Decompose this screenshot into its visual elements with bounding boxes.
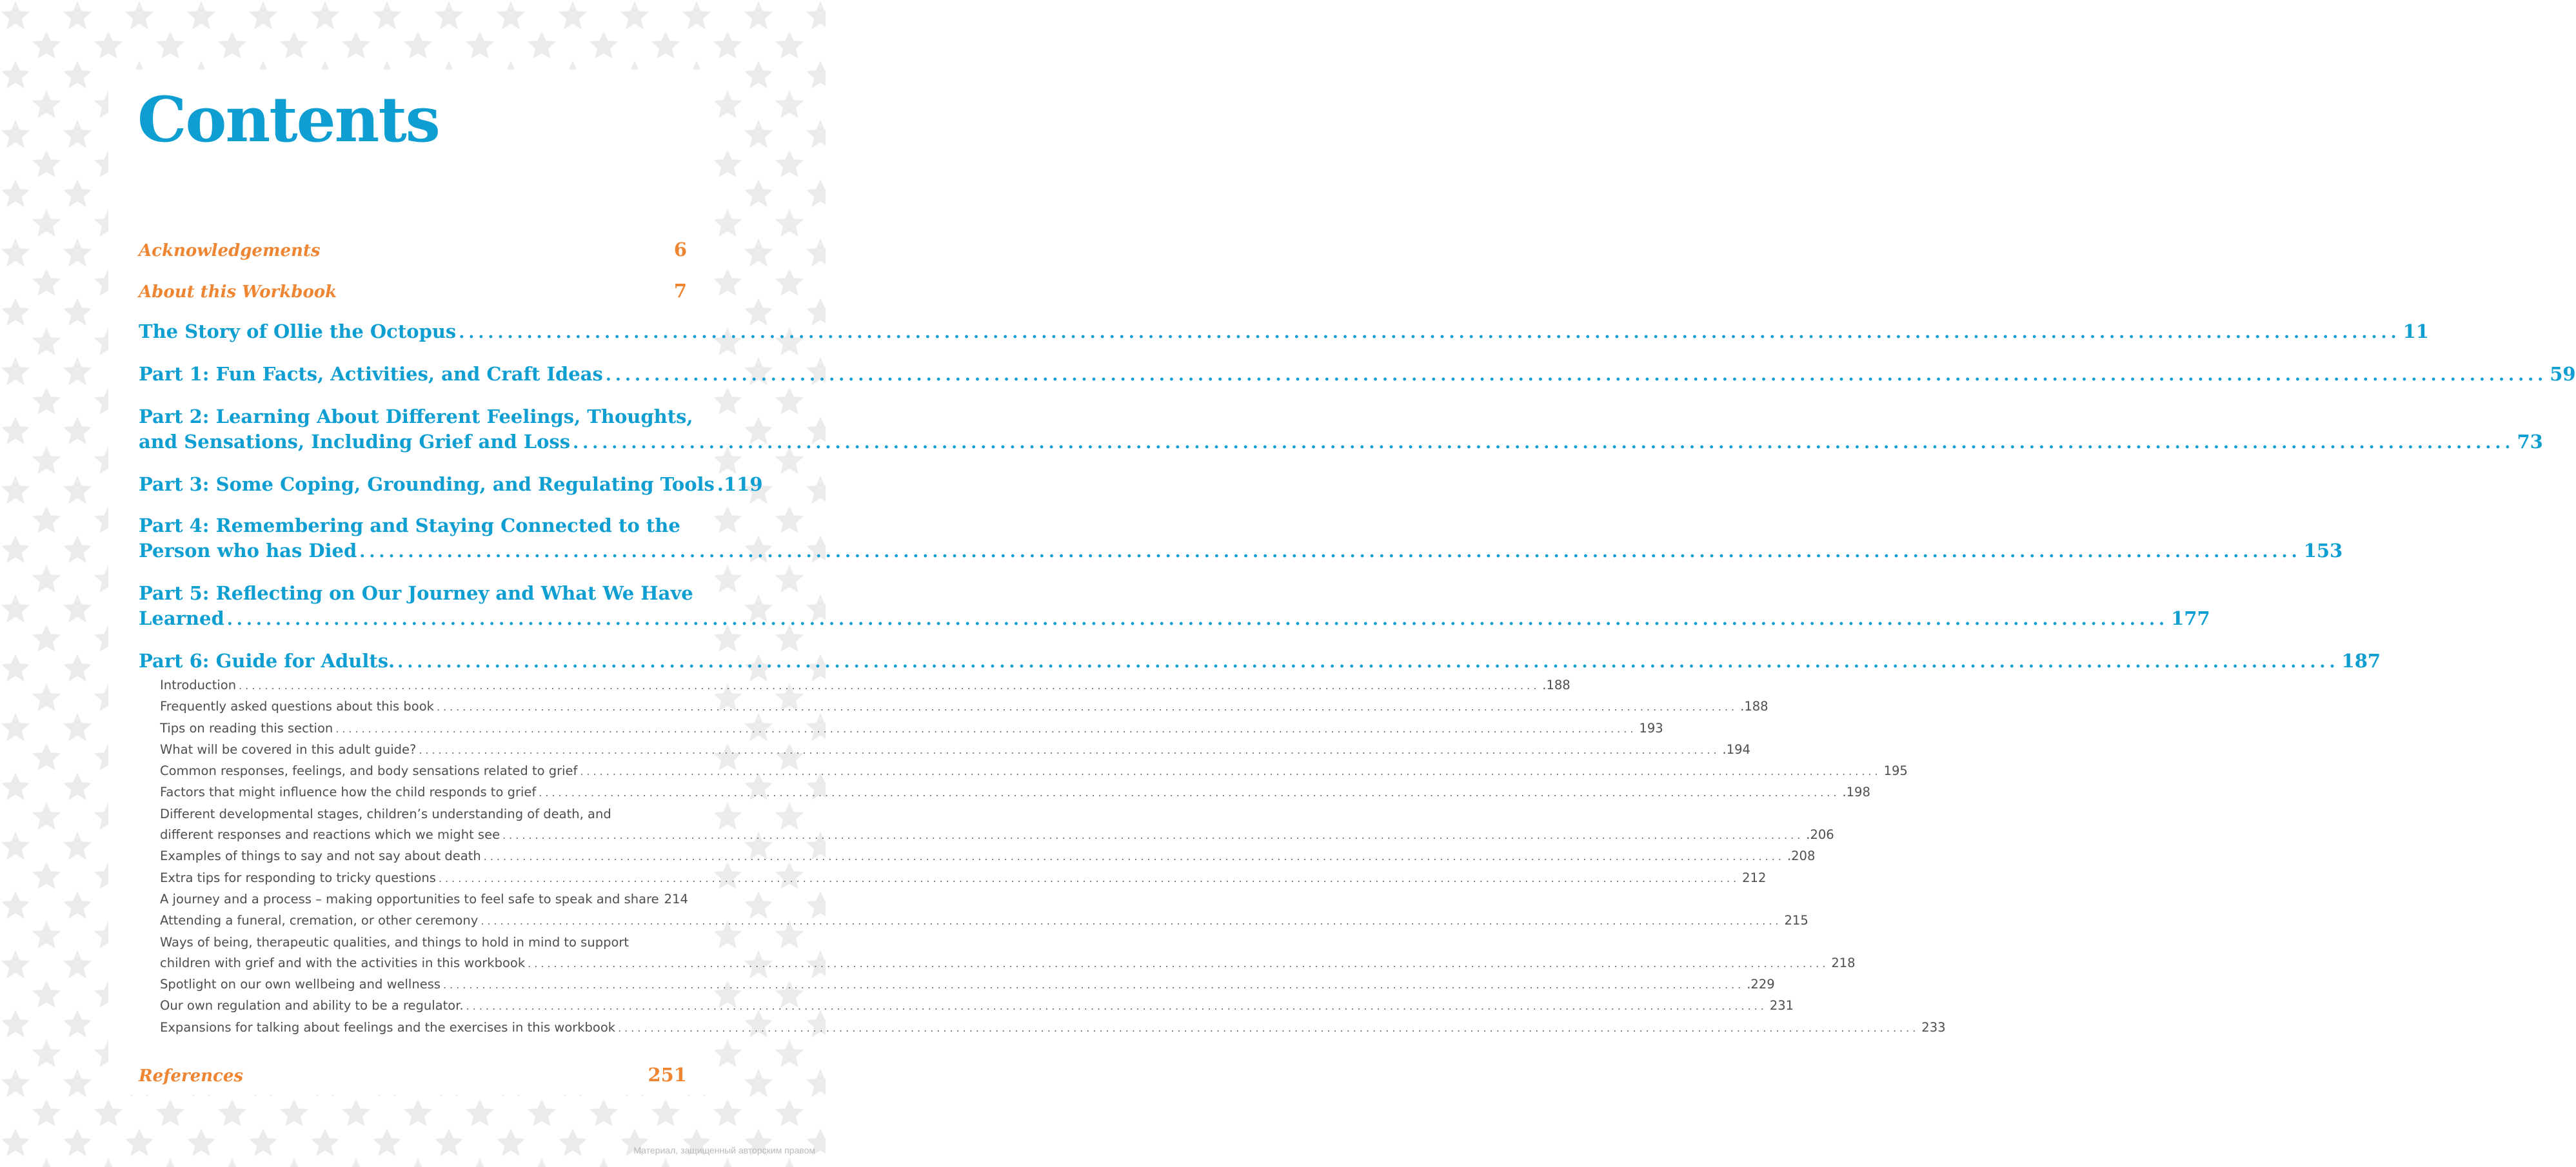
toc-page-number: .194 [1722,741,1750,757]
toc-leader: ........................................................................................................................................................................................................ [528,957,1829,970]
toc-leader: ........................................................................................................................................................................................................ [605,366,2548,385]
toc-entry-part-6[interactable] [139,649,2381,675]
toc-subentry-label: Expansions for talking about feelings and the exercises in this workbook [160,1019,616,1035]
toc-subentry-label: children with grief and with the activities in this workbook [160,955,526,970]
toc-leader: ........................................................................................................................................................................................................ [459,323,2401,342]
toc-leader: ........................................................................................................................................................................................................ [359,542,2301,562]
toc-entry-part-5[interactable] [139,581,2210,633]
part-6-subsections [139,675,1946,1039]
toc-subentry-label: What will be covered in this adult guide? [160,741,417,757]
toc-subentry-label: Our own regulation and ability to be a regulator. [160,998,464,1014]
toc-subentry-examples[interactable] [160,846,1816,867]
toc-page-number: 153 [2303,540,2343,562]
toc-leader: ........................................................................................................................................................................................................ [481,915,1782,928]
toc-subentry-common-responses[interactable] [160,761,1908,782]
toc-entry-label-line-2: Person who has Died [139,540,357,562]
toc-leader: ........................................................................................................................................................................................................ [239,680,1540,692]
toc-entry-label: Part 6: Guide for Adults. [139,650,395,672]
toc-entry-part-3[interactable] [139,472,763,497]
toc-entry-label: Acknowledgements [139,241,321,260]
toc-subentry-label: Tips on reading this section [160,720,333,736]
toc-subentry-expansions[interactable] [160,1017,1946,1039]
toc-leader: ........................................................................................................................................................................................................ [419,743,1720,756]
toc-entry-label: The Story of Ollie the Octopus [139,320,457,342]
toc-page-number: 195 [1883,763,1908,779]
toc-entry-label-line-2: Learned [139,607,224,629]
toc-leader: ........................................................................................................................................................................................................ [466,1000,1767,1013]
toc-subentry-developmental-stages[interactable] [160,804,1834,847]
toc-entry-label-line-1: Part 5: Reflecting on Our Journey and What We Have [139,582,693,604]
table-of-contents [139,229,2576,1095]
toc-subentry-label-line-1: Ways of being, therapeutic qualities, and things to hold in mind to support [160,934,629,950]
toc-page-number: 212 [1742,870,1767,885]
toc-subentry-label: Spotlight on our own wellbeing and wellness [160,977,441,992]
toc-subentry-label: Extra tips for responding to tricky questions [160,870,436,885]
toc-leader: ........................................................................................................................................................................................................ [397,652,2339,672]
toc-subentry-introduction[interactable] [160,675,1570,696]
toc-page-number: .119 [717,473,763,495]
toc-page-number: 214 [664,891,688,907]
toc-subentry-ways-of-being[interactable] [160,932,1856,975]
toc-leader: ........................................................................................................................................................................................................ [438,872,1740,885]
toc-page-number: 215 [1784,913,1808,928]
toc-page-number: .188 [1542,678,1570,692]
toc-entry-acknowledgements[interactable] [139,229,687,270]
toc-leader: ........................................................................................................................................................................................................ [580,765,1881,778]
toc-leader: ........................................................................................................................................................................................................ [502,829,1804,842]
toc-subentry-wellbeing[interactable] [160,974,1775,995]
toc-page-number: 177 [2171,607,2210,629]
toc-page-number: 73 [2517,431,2543,453]
toc-entry-about-workbook[interactable] [139,270,687,311]
page-title: Contents [137,83,439,156]
toc-subentry-faq[interactable] [160,696,1769,718]
toc-entry-label: Part 3: Some Coping, Grounding, and Regulating Tools [139,473,715,495]
toc-leader: ........................................................................................................................................................................................................ [443,979,1745,992]
toc-page-number: 59 [2550,363,2576,385]
toc-leader: ........................................................................................................................................................................................................ [573,433,2515,453]
toc-page-number: 6 [673,239,687,260]
toc-entry-references[interactable] [139,1054,687,1095]
toc-page-number: .206 [1806,827,1834,843]
toc-subentry-extra-tips[interactable] [160,868,1767,889]
toc-leader: ........................................................................................................................................................................................................ [436,701,1738,714]
toc-subentry-reading-tips[interactable] [160,718,1663,740]
toc-subentry-label: Common responses, feelings, and body sensations related to grief [160,763,578,779]
toc-page-number: 233 [1921,1019,1946,1035]
toc-subentry-label: A journey and a process – making opportunities to feel safe to speak and share [160,891,659,907]
toc-entry-label: References [139,1066,244,1086]
toc-entry-label-line-1: Part 2: Learning About Different Feelings, Thoughts, [139,406,693,427]
toc-page-number: 218 [1831,955,1856,970]
toc-leader: ........................................................................................................................................................................................................ [483,850,1785,863]
toc-page-number: 11 [2403,320,2429,342]
toc-subentry-label: Factors that might influence how the child responds to grief [160,785,537,800]
toc-entry-label-line-2: and Sensations, Including Grief and Loss [139,431,571,453]
toc-page-number: 231 [1769,998,1794,1014]
toc-leader: ........................................................................................................................................................................................................ [335,722,1637,735]
toc-subentry-funeral[interactable] [160,910,1808,932]
toc-leader: ........................................................................................................................................................................................................ [618,1021,1919,1034]
toc-subentry-label: different responses and reactions which we might see [160,827,500,843]
toc-subentry-regulation[interactable] [160,995,1794,1017]
toc-subentry-label: Frequently asked questions about this book [160,699,434,714]
toc-page-number: .188 [1740,699,1769,714]
toc-page-number: .198 [1842,785,1870,800]
copyright-watermark: Материал, защищенный авторским правом [633,1145,815,1155]
toc-entry-part-2[interactable] [139,404,2543,456]
toc-entry-part-1[interactable] [139,362,2576,388]
toc-page-number: 251 [648,1064,687,1086]
toc-subentry-factors[interactable] [160,782,1870,803]
toc-subentry-label: Introduction [160,678,237,692]
toc-subentry-label: Examples of things to say and not say about death [160,848,481,864]
toc-leader: ........................................................................................................................................................................................................ [226,610,2169,629]
toc-page-number: 193 [1639,720,1663,736]
toc-page-number: .208 [1787,848,1816,864]
toc-page-number: .229 [1747,977,1775,992]
toc-page-number: 187 [2341,650,2381,672]
toc-entry-story[interactable] [139,319,2429,346]
toc-entry-label: Part 1: Fun Facts, Activities, and Craft Ideas [139,363,603,385]
toc-leader: ........................................................................................................................................................................................................ [539,787,1840,799]
toc-entry-label: About this Workbook [139,282,337,302]
toc-subentry-label-line-1: Different developmental stages, children’s understanding of death, and [160,806,611,821]
toc-subentry-covered[interactable] [160,740,1750,761]
toc-entry-label-line-1: Part 4: Remembering and Staying Connected to the [139,515,680,536]
toc-page-number: 7 [673,280,687,302]
toc-subentry-journey[interactable] [160,889,688,910]
toc-subentry-label: Attending a funeral, cremation, or other ceremony [160,913,479,928]
toc-entry-part-4[interactable] [139,513,2343,565]
